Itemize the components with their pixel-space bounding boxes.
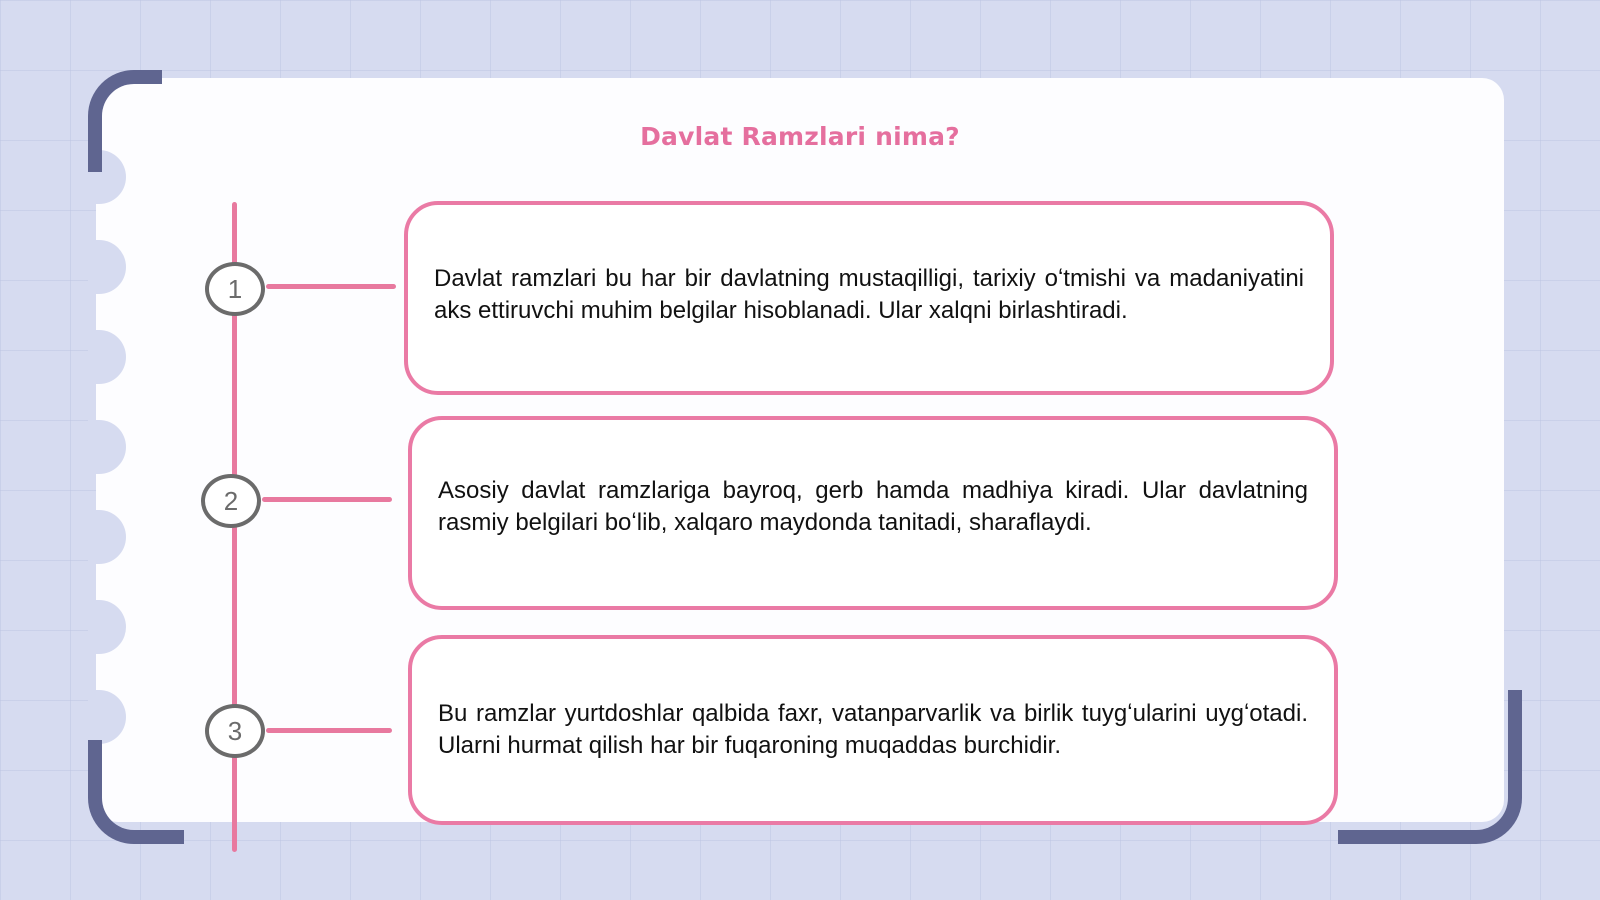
step-number-1: 1 [205, 262, 265, 316]
timeline-connector [266, 284, 396, 289]
step-card-3 [408, 635, 1338, 825]
step-number-3: 3 [205, 704, 265, 758]
step-card-2 [408, 416, 1338, 610]
step-text-2: Asosiy davlat ramzlariga bayroq, gerb hamda madhiya kiradi. Ular davlatning rasmiy belgilari boʻlib, xalqaro maydonda tanitadi, sharaflaydi. [438, 477, 1308, 536]
corner-bracket-bottom-left [88, 740, 184, 844]
slide-title: Davlat Ramzlari nima? [640, 122, 960, 151]
step-text-3: Bu ramzlar yurtdoshlar qalbida faxr, vatanparvarlik va birlik tuygʻularini uygʻotadi. Ularni hurmat qilish har bir fuqaroning muqaddas burchidir. [438, 700, 1308, 759]
step-text-1: Davlat ramzlari bu har bir davlatning mustaqilligi, tarixiy oʻtmishi va madaniyatini aks ettiruvchi muhim belgilar hisoblanadi. Ular xalqni birlashtiradi. [434, 265, 1304, 324]
corner-bracket-bottom-right [1338, 690, 1522, 844]
step-card-1 [404, 201, 1334, 395]
step-number-2: 2 [201, 474, 261, 528]
corner-bracket-top-left [88, 70, 162, 172]
timeline-connector [266, 728, 392, 733]
timeline-connector [262, 497, 392, 502]
